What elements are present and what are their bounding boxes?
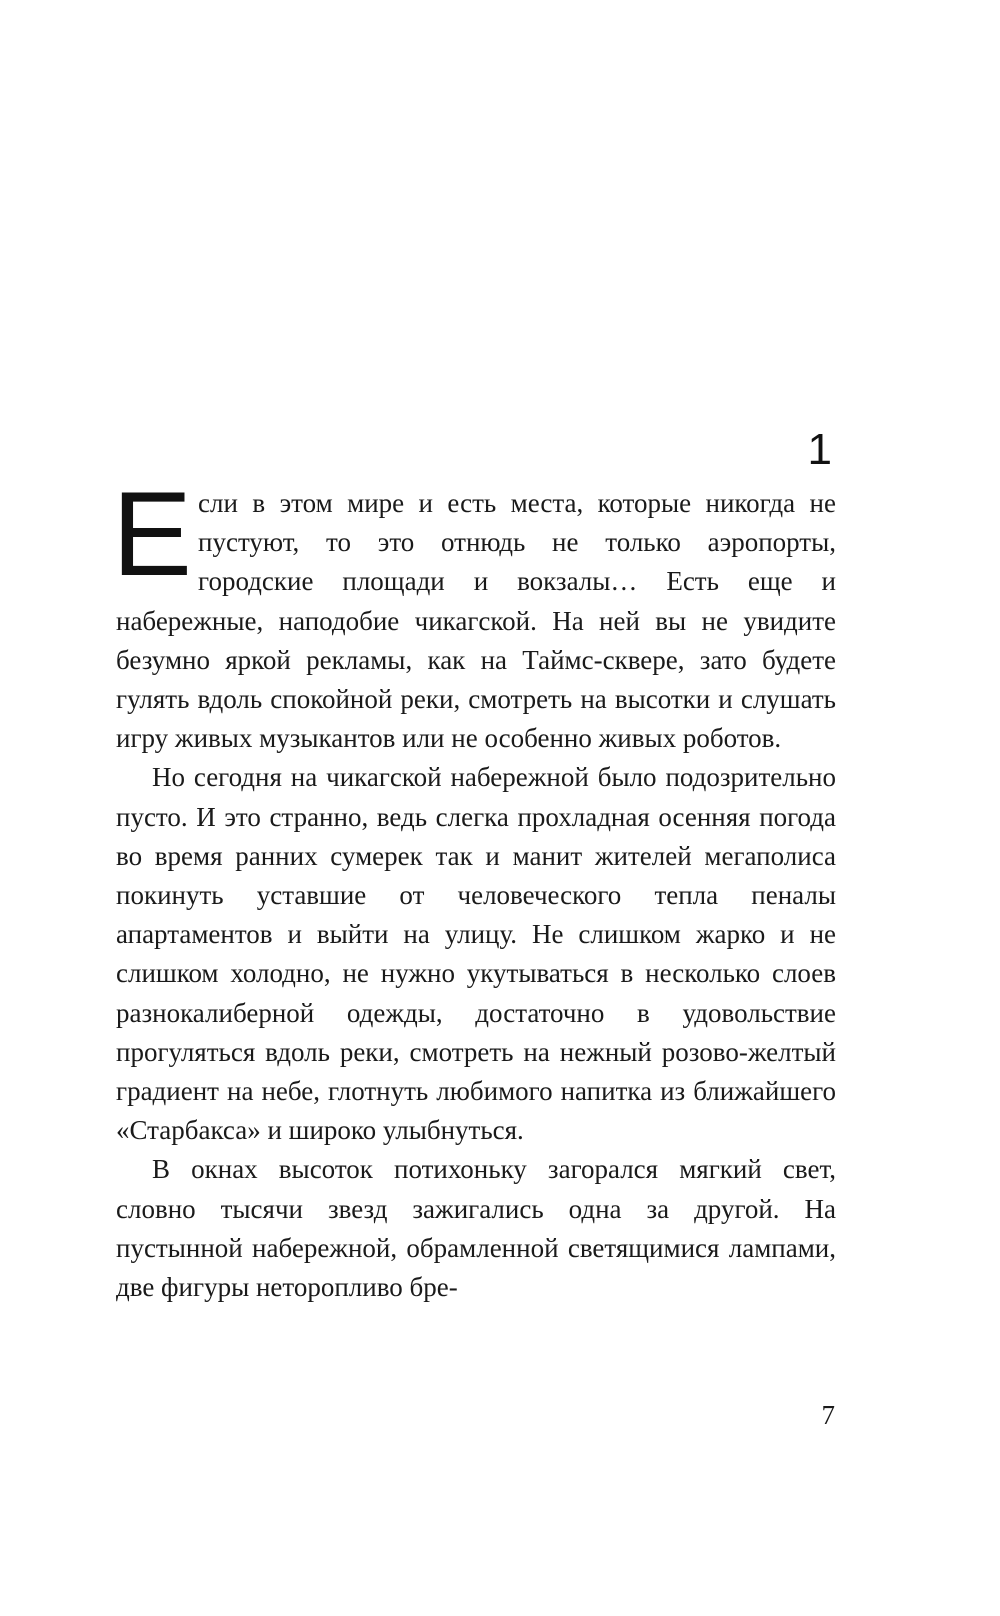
paragraph-3: В окнах высоток потихоньку загорался мягкий свет, словно тысячи звезд зажигались одна за другой. На пустынной набережной, обрамленной светящимися лампами, две фигуры неторопливо бре-: [116, 1154, 836, 1303]
paragraph-1-text: сли в этом мире и есть места, которые никогда не пустуют, то это отнюдь не только аэропорты, городские площади и вокзалы… Есть еще и набережные, наподобие чикагской. На ней вы не увидите безумно яркой рекламы, как на Таймс-сквере, зато будете гулять вдоль спокойной реки, смотреть на высотки и слушать игру живых музыкантов или не особенно живых роботов.: [116, 488, 836, 754]
paragraph-1: [112, 467, 836, 758]
paragraph-2: Но сегодня на чикагской набережной было подозрительно пусто. И это странно, ведь слегка прохладная осенняя погода во время ранних сумерек так и манит жителей мегаполиса покинуть уставшие от человеческого тепла пеналы апартаментов и выйти на улицу. Не слишком жарко и не слишком холодно, не нужно укутываться в несколько слоев разнокалиберной одежды, достаточно в удовольствие прогуляться вдоль реки, смотреть на нежный розово-желтый градиент на небе, глотнуть любимого напитка из ближайшего «Старбакса» и широко улыбнуться.: [116, 762, 836, 1146]
chapter-number: 1: [807, 425, 832, 474]
drop-cap: Е: [112, 467, 193, 601]
page-number: 7: [821, 1400, 835, 1430]
chapter-text: [112, 467, 836, 1307]
